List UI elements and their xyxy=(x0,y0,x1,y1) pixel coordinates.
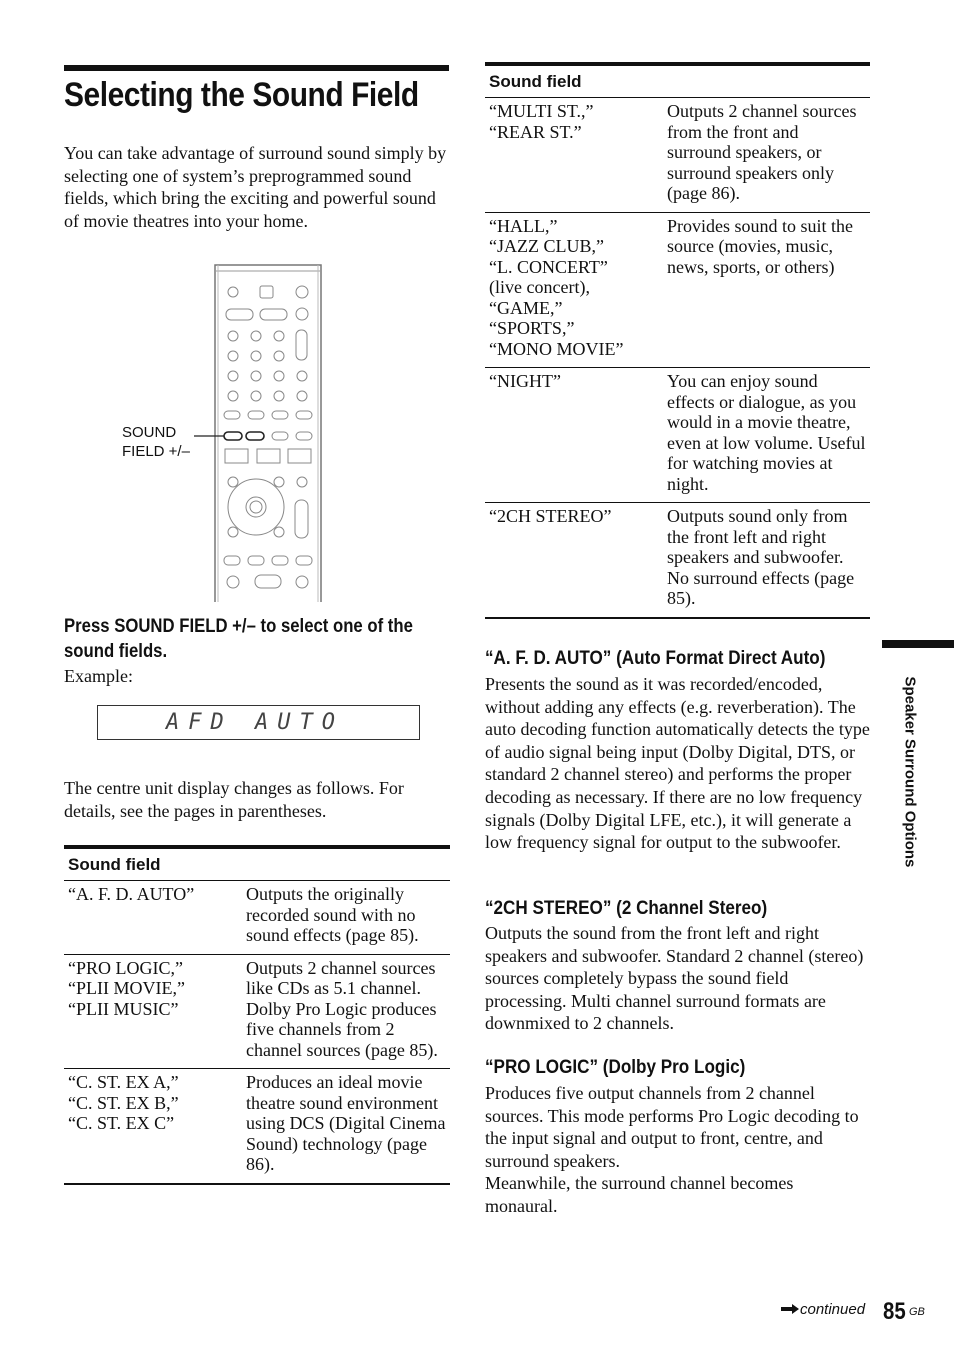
table-cell-desc: Outputs sound only from the front left and right speakers and subwoofer. No surround effects (page 85). xyxy=(663,503,870,618)
table-cell-field: “NIGHT” xyxy=(485,368,663,503)
display-text: AFD AUTO xyxy=(166,710,344,735)
table-row xyxy=(64,954,450,1069)
table-cell-field: “2CH STEREO” xyxy=(485,503,663,618)
sound-field-table-right xyxy=(485,62,870,619)
table-row xyxy=(485,503,870,618)
table-cell-field: “MULTI ST.,” “REAR ST.” xyxy=(485,98,663,213)
table-cell-desc: Outputs 2 channel sources like CDs as 5.1 channel. Dolby Pro Logic produces five channels from 2 channel sources (page 85). xyxy=(242,954,450,1069)
table-cell-field: “A. F. D. AUTO” xyxy=(64,881,242,955)
intro-paragraph: You can take advantage of surround sound simply by selecting one of system’s preprogrammed sound fields, which bring the exciting and powerful sound of movie theatres into your home. xyxy=(64,143,447,231)
table-cell-desc: Provides sound to suit the source (movies, music, news, sports, or others) xyxy=(663,212,870,368)
table-header: Sound field xyxy=(485,64,870,98)
example-label: Example: xyxy=(64,666,133,686)
sound-field-table-left xyxy=(64,845,450,1185)
table-row xyxy=(485,368,870,503)
table-cell-desc: Produces an ideal movie theatre sound environment using DCS (Digital Cinema Sound) technology (page 86). xyxy=(242,1069,450,1184)
table-cell-desc: Outputs the originally recorded sound with no sound effects (page 85). xyxy=(242,881,450,955)
section-heading-afd-auto: “A. F. D. AUTO” (Auto Format Direct Auto) xyxy=(485,648,826,669)
display-example xyxy=(97,705,420,740)
remote-control-icon xyxy=(180,262,340,602)
page-suffix: GB xyxy=(909,1306,925,1318)
section-body-afd-auto: Presents the sound as it was recorded/encoded, without adding any effects (e.g. reverberation). The auto decoding function automatically detects the type of audio signal being input (Dolby Digital, DTS, or standard 2 channel stereo) and performs the proper decoding as necessary. If there are no low frequency signals (Dolby Digital LFE, etc.), it will generate a low frequency signal for output to the subwoofer. xyxy=(485,674,870,853)
table-cell-field: “PRO LOGIC,” “PLII MOVIE,” “PLII MUSIC” xyxy=(64,954,242,1069)
table-cell-field: “HALL,” “JAZZ CLUB,” “L. CONCERT” (live concert), “GAME,” “SPORTS,” “MONO MOVIE” xyxy=(485,212,663,368)
step-instruction: Press SOUND FIELD +/– to select one of the sound fields. xyxy=(64,616,413,662)
table-cell-desc: You can enjoy sound effects or dialogue, as you would in a movie theatre, even at low volume. Useful for watching movies at night. xyxy=(663,368,870,503)
table-row xyxy=(485,98,870,213)
heading-rule xyxy=(64,65,449,71)
continued-label: continued xyxy=(800,1301,866,1318)
section-heading-2ch-stereo: “2CH STEREO” (2 Channel Stereo) xyxy=(485,898,768,919)
page-title: Selecting the Sound Field xyxy=(64,76,419,114)
table-cell-field: “C. ST. EX A,” “C. ST. EX B,” “C. ST. EX C” xyxy=(64,1069,242,1184)
table-row xyxy=(64,1069,450,1184)
table-row xyxy=(485,212,870,368)
sound-field-callout: SOUND FIELD +/– xyxy=(122,424,190,460)
table-row xyxy=(64,881,450,955)
table-cell-desc: Outputs 2 channel sources from the front and surround speakers, or surround speakers only (page 86). xyxy=(663,98,870,213)
side-tab-label: Speaker Surround Options xyxy=(901,676,919,868)
continued-arrow-icon xyxy=(780,1303,800,1315)
section-heading-pro-logic: “PRO LOGIC” (Dolby Pro Logic) xyxy=(485,1057,746,1078)
centre-display-note: The centre unit display changes as follows. For details, see the pages in parentheses. xyxy=(64,778,404,821)
section-body-pro-logic: Produces five output channels from 2 channel sources. This mode performs Pro Logic decoding to the input signal and output to front, centre, and surround speakers. Meanwhile, the surround channel becomes monaural. xyxy=(485,1083,859,1216)
table-header: Sound field xyxy=(64,847,450,881)
page-number: 85 xyxy=(883,1298,906,1325)
side-tab-bar xyxy=(882,640,954,648)
section-body-2ch-stereo: Outputs the sound from the front left and right speakers and subwoofer. Standard 2 channel (stereo) sources completely bypass the sound field processing. Multi channel surround formats are downmixed to 2 channels. xyxy=(485,923,864,1034)
